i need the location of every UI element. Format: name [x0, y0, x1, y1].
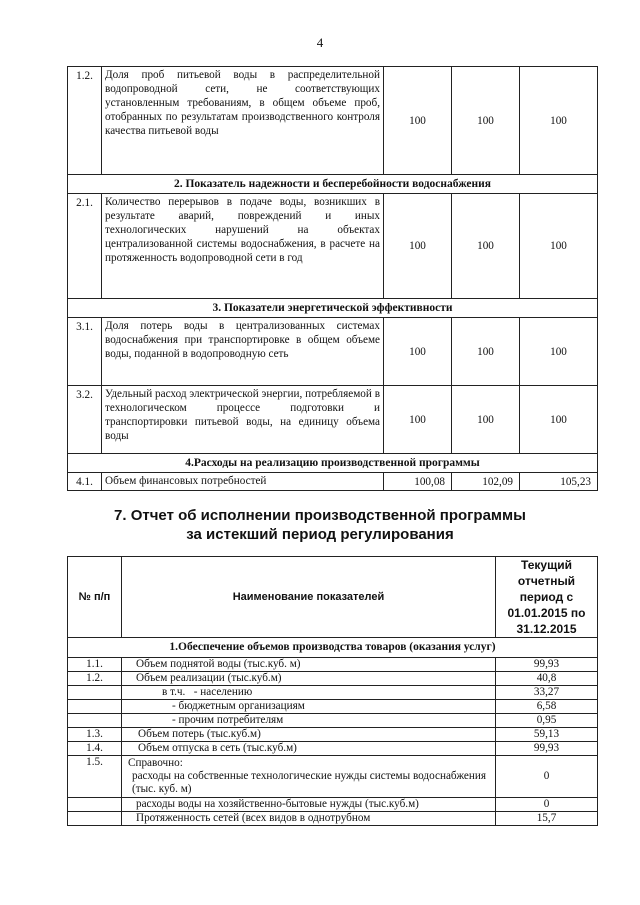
row-number: [68, 812, 122, 826]
row-number: [68, 714, 122, 728]
section-title: 4.Расходы на реализацию производственной программы: [68, 454, 598, 473]
indicator-label: Справочно:: [128, 757, 183, 769]
value-cell: 40,8: [496, 672, 598, 686]
table-row: [68, 67, 598, 175]
indicator-name: Объем потерь (тыс.куб.м): [122, 728, 496, 742]
value-cell: 100: [452, 194, 520, 299]
row-number: 1.1.: [68, 658, 122, 672]
table-row: [68, 756, 598, 798]
row-number: 3.1.: [68, 318, 102, 386]
row-number: 1.2.: [68, 672, 122, 686]
table-row: [68, 386, 598, 454]
section-title: 3. Показатели энергетической эффективности: [68, 299, 598, 318]
row-number: 2.1.: [68, 194, 102, 299]
indicator-name: - бюджетным организациям: [122, 700, 496, 714]
value-cell: 100,08: [384, 473, 452, 491]
table-row: [68, 798, 598, 812]
table-row: [68, 700, 598, 714]
value-cell: 100: [452, 386, 520, 454]
table-row: [68, 318, 598, 386]
value-cell: 100: [384, 386, 452, 454]
indicator-name: Объем реализации (тыс.куб.м): [122, 672, 496, 686]
row-number: [68, 686, 122, 700]
report-table: [67, 556, 598, 826]
value-cell: 102,09: [452, 473, 520, 491]
prefix-label: в т.ч.: [162, 686, 186, 698]
row-number: 1.5.: [68, 756, 122, 798]
value-cell: 100: [384, 318, 452, 386]
value-cell: 6,58: [496, 700, 598, 714]
table-row: [68, 812, 598, 826]
row-number: 1.2.: [68, 67, 102, 175]
table-row: [68, 742, 598, 756]
value-cell: 100: [520, 318, 598, 386]
indicator-name: Доля проб питьевой воды в распределительной водопроводной сети, не соответствующих установленным требованиям, в общем объеме проб, отобранных по результатам производственного контроля качества питьевой воды: [102, 67, 384, 175]
table-row: [68, 658, 598, 672]
row-number: [68, 700, 122, 714]
value-cell: 33,27: [496, 686, 598, 700]
row-number: 1.4.: [68, 742, 122, 756]
value-cell: 0: [496, 798, 598, 812]
column-header-number: № п/п: [68, 557, 122, 638]
indicator-name: Объем финансовых потребностей: [102, 473, 384, 491]
table-row: [68, 194, 598, 299]
table-row: [68, 672, 598, 686]
section-row: [68, 638, 598, 658]
table-row: [68, 728, 598, 742]
column-header-period: Текущий отчетный период с 01.01.2015 по 31.12.2015: [496, 557, 598, 638]
page-number: 4: [316, 35, 324, 50]
value-cell: 59,13: [496, 728, 598, 742]
value-cell: 15,7: [496, 812, 598, 826]
row-number: 3.2.: [68, 386, 102, 454]
indicator-name: Объем отпуска в сеть (тыс.куб.м): [122, 742, 496, 756]
row-number: [68, 798, 122, 812]
row-number: 4.1.: [68, 473, 102, 491]
indicator-subname: - населению: [193, 686, 253, 698]
indicator-subname: расходы на собственные технологические нужды системы водоснабжения (тыс. куб. м): [132, 770, 486, 795]
indicator-name: Протяженность сетей (всех видов в однотрубном: [122, 812, 496, 826]
value-cell: 100: [452, 67, 520, 175]
indicator-name: [122, 686, 496, 700]
indicator-name: расходы воды на хозяйственно-бытовые нужды (тыс.куб.м): [122, 798, 496, 812]
value-cell: 100: [520, 194, 598, 299]
value-cell: 100: [384, 67, 452, 175]
value-cell: 100: [384, 194, 452, 299]
value-cell: 0: [496, 756, 598, 798]
heading-line: за истекший период регулирования: [186, 526, 454, 543]
table-row: [68, 714, 598, 728]
heading-line: 7. Отчет об исполнении производственной программы: [114, 507, 526, 524]
value-cell: 105,23: [520, 473, 598, 491]
indicator-name: Удельный расход электрической энергии, потребляемой в технологическом процессе подготовки и транспортировки питьевой воды, на единицу объема воды: [102, 386, 384, 454]
value-cell: 100: [452, 318, 520, 386]
value-cell: 100: [520, 67, 598, 175]
column-header-name: Наименование показателей: [122, 557, 496, 638]
row-number: 1.3.: [68, 728, 122, 742]
header-row: [68, 557, 598, 638]
section-title: 1.Обеспечение объемов производства товаров (оказания услуг): [68, 638, 598, 658]
value-cell: 100: [520, 386, 598, 454]
section-title: 2. Показатель надежности и бесперебойности водоснабжения: [68, 175, 598, 194]
indicator-name: Количество перерывов в подаче воды, возникших в результате аварий, повреждений и иных технологических нарушений на объектах централизованной системы водоснабжения, в расчете на протяженность водопроводной сети в год: [102, 194, 384, 299]
section-heading: [0, 506, 640, 544]
table-row: [68, 686, 598, 700]
value-cell: 99,93: [496, 658, 598, 672]
section-row: [68, 454, 598, 473]
indicator-name: [122, 756, 496, 798]
indicator-name: Объем поднятой воды (тыс.куб. м): [122, 658, 496, 672]
value-cell: 0,95: [496, 714, 598, 728]
indicator-name: Доля потерь воды в централизованных системах водоснабжения при транспортировке в общем объеме воды, поданной в водопроводную сеть: [102, 318, 384, 386]
section-row: [68, 175, 598, 194]
table-row: [68, 473, 598, 491]
value-cell: 99,93: [496, 742, 598, 756]
indicator-name: - прочим потребителям: [122, 714, 496, 728]
section-row: [68, 299, 598, 318]
indicators-table: [67, 66, 598, 491]
